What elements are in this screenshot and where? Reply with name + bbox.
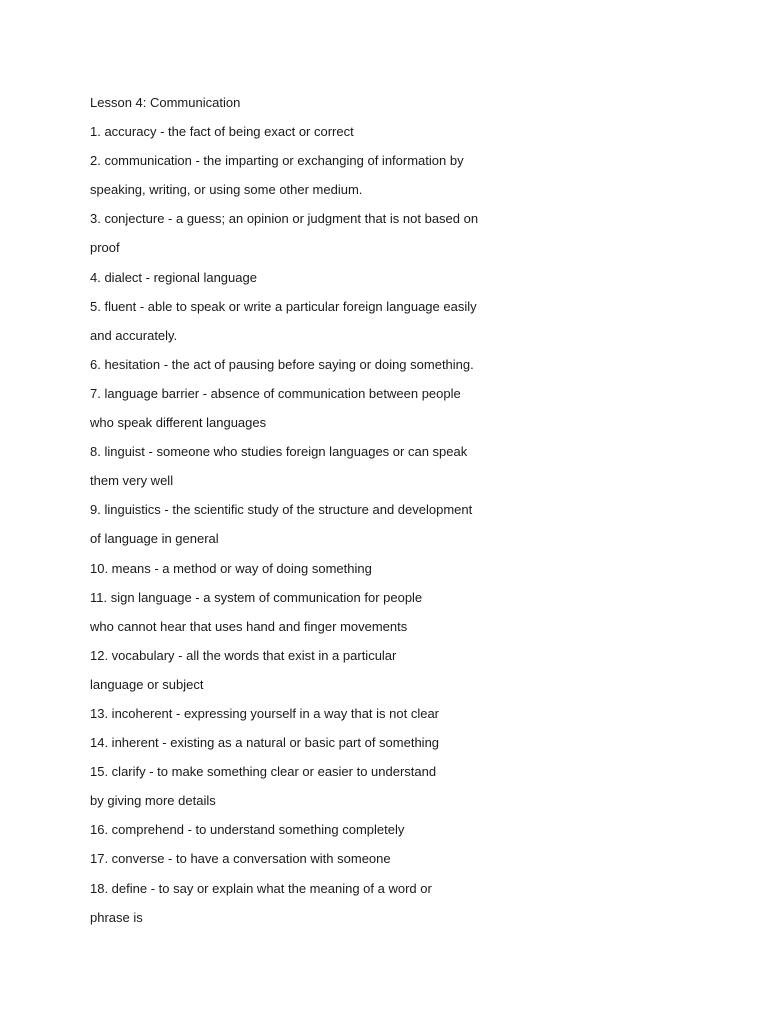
text-line: 6. hesitation - the act of pausing before saying or doing something. <box>90 356 474 372</box>
text-line: 9. linguistics - the scientific study of the structure and development <box>90 502 473 518</box>
text-line: 7. language barrier - absence of communication between people <box>90 385 461 401</box>
document-body <box>90 88 710 932</box>
text-line: 15. clarify - to make something clear or easier to understand <box>90 764 437 780</box>
text-line: 18. define - to say or explain what the meaning of a word or <box>90 880 432 896</box>
text-line: them very well <box>90 473 174 489</box>
text-line: who cannot hear that uses hand and finger movements <box>90 618 408 634</box>
text-line: 14. inherent - existing as a natural or basic part of something <box>90 735 440 751</box>
text-line: proof <box>90 240 120 256</box>
text-line: 4. dialect - regional language <box>90 269 257 285</box>
text-line: language or subject <box>90 676 204 692</box>
text-line: phrase is <box>90 909 143 925</box>
text-line: who speak different languages <box>90 415 267 431</box>
text-line: 12. vocabulary - all the words that exist in a particular <box>90 647 397 663</box>
text-line: 8. linguist - someone who studies foreign languages or can speak <box>90 444 468 460</box>
text-line: 1. accuracy - the fact of being exact or correct <box>90 124 354 140</box>
document-title: Lesson 4: Communication <box>90 95 241 110</box>
text-line: and accurately. <box>90 327 178 343</box>
text-line: 2. communication - the imparting or exchanging of information by <box>90 153 464 169</box>
text-line: 10. means - a method or way of doing something <box>90 560 372 576</box>
text-line: 17. converse - to have a conversation with someone <box>90 851 391 867</box>
text-line: 11. sign language - a system of communication for people <box>90 589 423 605</box>
text-line: 5. fluent - able to speak or write a particular foreign language easily <box>90 298 477 314</box>
text-line: of language in general <box>90 531 219 547</box>
text-line: speaking, writing, or using some other medium. <box>90 182 363 198</box>
text-line: 3. conjecture - a guess; an opinion or judgment that is not based on <box>90 211 479 227</box>
text-line: 16. comprehend - to understand something completely <box>90 822 405 838</box>
text-line: by giving more details <box>90 793 216 809</box>
text-line: 13. incoherent - expressing yourself in a way that is not clear <box>90 705 440 721</box>
